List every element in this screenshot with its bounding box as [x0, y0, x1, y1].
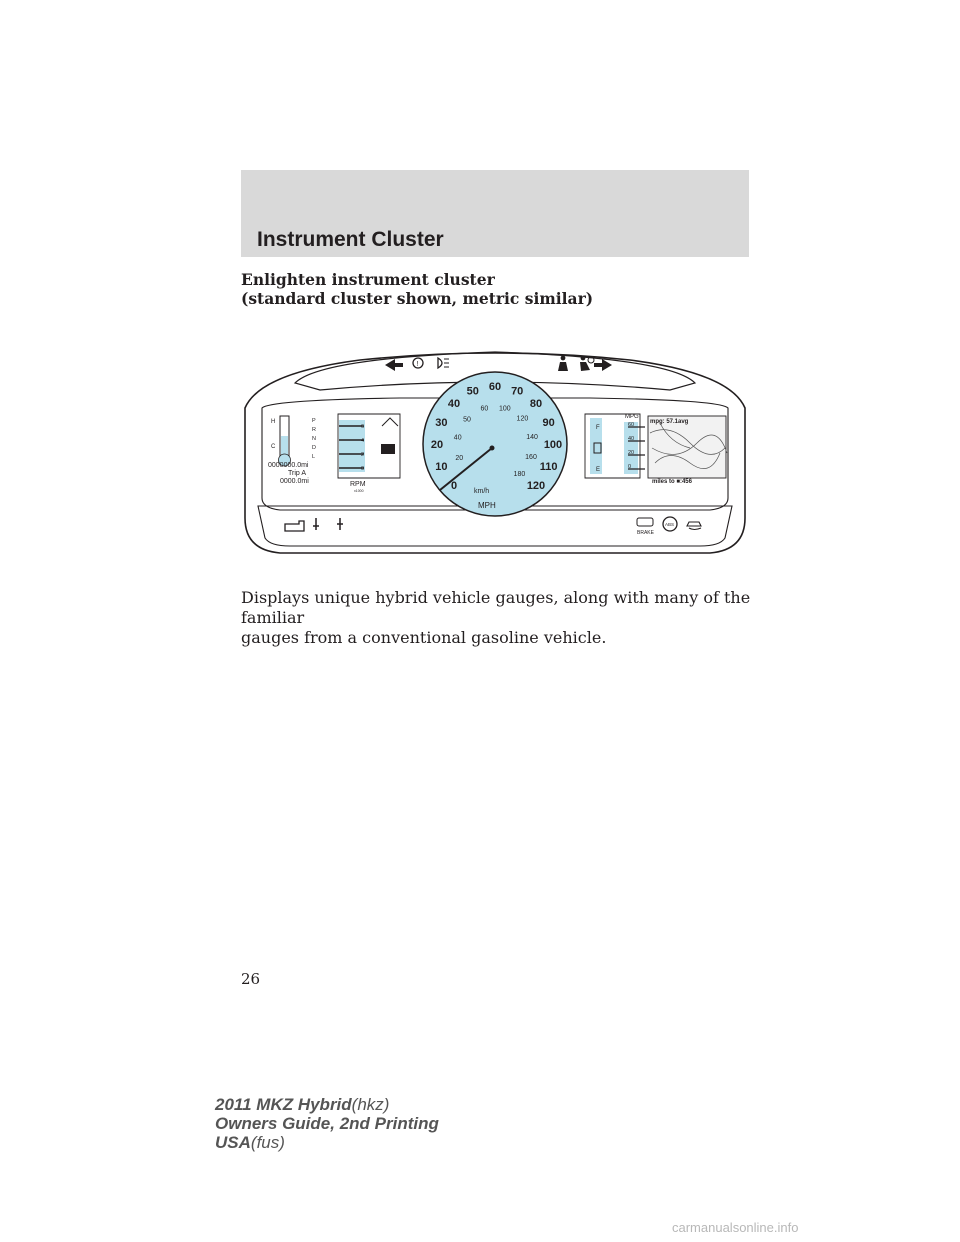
fuel-gauge	[585, 414, 645, 478]
mph-tick-50: 50	[466, 385, 479, 398]
body-line1: Displays unique hybrid vehicle gauges, along with many of the familiar	[241, 588, 751, 627]
mph-tick-10: 10	[435, 461, 448, 474]
right-turn-signal-icon	[594, 359, 612, 371]
gear-indicator	[312, 418, 316, 460]
brake-label: BRAKE	[637, 530, 654, 536]
watermark: carmanualsonline.info	[672, 1220, 799, 1235]
footer-model: 2011 MKZ Hybrid	[215, 1095, 352, 1114]
mph-tick-120: 120	[526, 480, 546, 492]
rpm-tick-4: 4	[361, 438, 365, 444]
abs-icon	[663, 517, 677, 531]
temp-hot-label: H	[271, 419, 276, 425]
kmh-tick-100: 100	[498, 405, 511, 413]
kmh-label: km/h	[474, 488, 490, 495]
mph-tick-80: 80	[529, 398, 543, 410]
gear-p: P	[312, 418, 316, 424]
gear-n: N	[312, 436, 316, 442]
section-heading	[241, 270, 593, 308]
kmh-tick-160: 160	[525, 454, 537, 462]
check-engine-icon	[285, 521, 304, 531]
kmh-tick-40: 40	[453, 434, 462, 442]
section-header-bar	[241, 170, 749, 257]
mph-tick-40: 40	[447, 398, 461, 410]
rpm-tick-2: 2	[361, 452, 365, 458]
fuel-empty-label: E	[596, 467, 601, 473]
abs-label: ABS	[665, 522, 675, 527]
document-footer	[215, 1095, 439, 1152]
speedometer	[423, 372, 567, 516]
instrument-cluster-illustration	[240, 338, 750, 568]
traction-control-icon	[687, 522, 701, 530]
battery-icon	[381, 444, 395, 454]
mph-tick-100: 100	[543, 439, 563, 451]
mph-tick-110: 110	[539, 461, 558, 474]
mpg-tick-0: 0	[628, 464, 632, 470]
mpg-tick-40: 40	[628, 436, 635, 442]
mph-tick-70: 70	[511, 385, 524, 398]
footer-guide: Owners Guide, 2nd Printing	[215, 1114, 439, 1133]
section-header-title: Instrument Cluster	[257, 228, 444, 251]
efficiency-leaves-display	[648, 416, 727, 485]
svg-text:!: !	[416, 361, 419, 368]
mpg-tick-20: 20	[628, 450, 635, 456]
rpm-tick-6: 6	[361, 424, 365, 430]
kmh-tick-180: 180	[513, 471, 526, 479]
gear-d: D	[312, 445, 316, 451]
section-heading-line2: (standard cluster shown, metric similar)	[241, 289, 594, 308]
fuel-full-label: F	[596, 425, 600, 431]
oil-pressure-icon	[337, 518, 343, 530]
mph-tick-90: 90	[542, 416, 555, 429]
seatbelt-icon	[558, 356, 568, 371]
brake-system-icon	[637, 518, 655, 536]
needle-hub	[490, 446, 495, 451]
mph-tick-0: 0	[450, 480, 458, 492]
kmh-tick-120: 120	[516, 415, 529, 423]
kmh-tick-20: 20	[455, 455, 464, 462]
kmh-tick-50: 50	[463, 416, 471, 424]
trip-readout: 0000.0mi	[280, 478, 309, 485]
mph-tick-20: 20	[430, 439, 444, 451]
rpm-label: RPM	[350, 481, 366, 488]
odometer-readout: 0000000.0mi	[268, 462, 309, 469]
left-turn-signal-icon	[385, 359, 403, 371]
footer-region: USA	[215, 1133, 251, 1152]
footer-region-code: (fus)	[250, 1133, 285, 1152]
section-heading-line1: Enlighten instrument cluster	[241, 270, 495, 289]
mph-label: MPH	[478, 501, 496, 510]
page-number: 26	[241, 970, 261, 988]
mpg-label: MPG	[625, 414, 639, 420]
gear-l: L	[312, 454, 316, 460]
mph-tick-60: 60	[488, 381, 502, 393]
body-paragraph	[241, 588, 751, 648]
brake-warning-icon	[413, 358, 423, 368]
mph-tick-30: 30	[435, 416, 448, 429]
body-line2: gauges from a conventional gasoline vehicle.	[241, 628, 607, 647]
miles-to-empty-readout: miles to ■:456	[652, 479, 692, 485]
mpg-tick-60: 60	[628, 422, 635, 428]
kmh-tick-140: 140	[526, 433, 538, 441]
mpg-average-readout: mpg: 57.1avg	[650, 419, 689, 425]
temperature-gauge	[271, 416, 291, 466]
footer-model-code: (hkz)	[351, 1095, 390, 1114]
kmh-tick-60: 60	[480, 405, 489, 413]
trip-label: Trip A	[288, 470, 307, 477]
temp-cold-label: C	[271, 444, 276, 450]
coolant-temp-icon	[313, 518, 319, 530]
rpm-tick-0: 0	[361, 466, 365, 472]
rpm-gauge	[338, 414, 400, 493]
rpm-sub-label: x1000	[354, 489, 364, 493]
gear-r: R	[312, 427, 316, 433]
headlamp-icon	[438, 358, 449, 368]
